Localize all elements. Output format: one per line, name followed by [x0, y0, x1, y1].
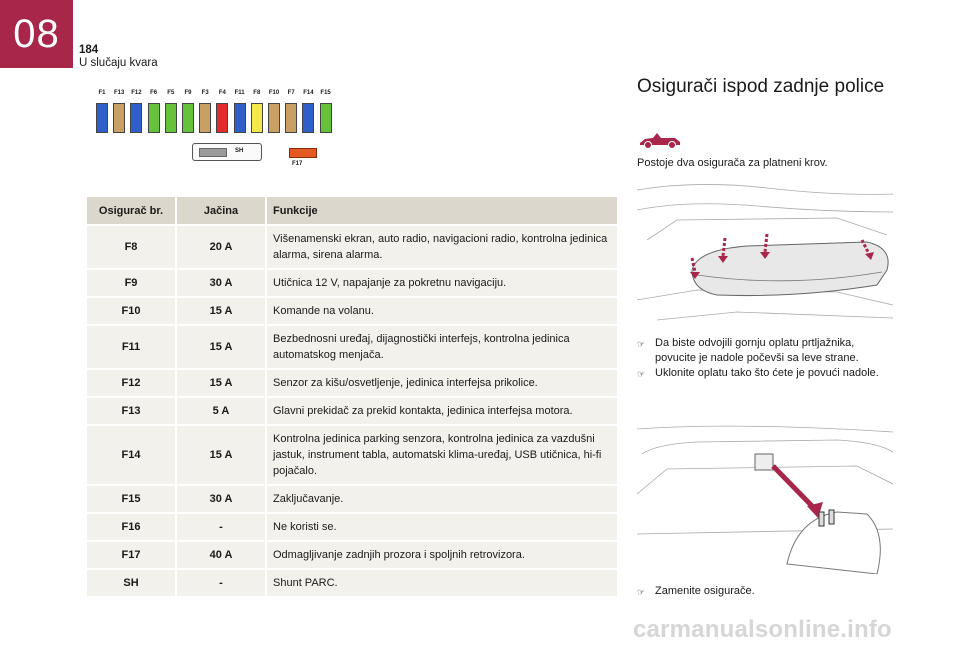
instruction-item	[637, 584, 887, 600]
fuse-f1	[96, 103, 108, 133]
fuse-label-f4: F4	[218, 90, 226, 96]
fuse-f15	[320, 103, 332, 133]
fuse-function-cell: Zaključavanje.	[265, 486, 617, 512]
table-row	[87, 326, 617, 368]
fuse-number-cell: F12	[87, 370, 175, 396]
fuse-rating-cell: 15 A	[175, 326, 265, 368]
fuse-label-f10: F10	[268, 90, 280, 96]
instruction-list-2	[637, 584, 887, 600]
table-row	[87, 570, 617, 596]
fuse-label-f1: F1	[98, 90, 106, 96]
fuse-rating-cell: 40 A	[175, 542, 265, 568]
pointing-hand-icon: ☞	[637, 587, 646, 597]
fuse-label-f6: F6	[150, 90, 158, 96]
fuse-label-f13: F13	[114, 90, 125, 96]
instruction-text: Uklonite oplatu tako što ćete je povući nadole.	[655, 367, 879, 379]
fuse-function-cell: Shunt PARC.	[265, 570, 617, 596]
rear-shelf-illustration	[637, 180, 893, 328]
fuse-function-cell: Odmagljivanje zadnjih prozora i spoljnih retrovizora.	[265, 542, 617, 568]
fuse-number-cell: F11	[87, 326, 175, 368]
fuse-f13	[113, 103, 125, 133]
instruction-text: Zamenite osigurače.	[655, 585, 755, 597]
fuse-label-f7: F7	[287, 90, 295, 96]
fuse-number-cell: F14	[87, 426, 175, 484]
sh-label: SH	[235, 148, 244, 154]
fuse-rating-cell: -	[175, 570, 265, 596]
sh-shunt	[192, 143, 262, 161]
table-row	[87, 370, 617, 396]
fuse-rating-cell: 30 A	[175, 270, 265, 296]
sh-shunt-body	[199, 148, 227, 157]
fuse-f9	[182, 103, 194, 133]
column-header-number: Osigurač br.	[87, 197, 175, 224]
fuse-rating-cell: 30 A	[175, 486, 265, 512]
fuse-table	[87, 195, 617, 598]
fuse-function-cell: Ne koristi se.	[265, 514, 617, 540]
page-number: 184	[79, 44, 99, 56]
fuse-label-f12: F12	[131, 90, 142, 96]
fuse-f11	[234, 103, 246, 133]
pointing-hand-icon: ☞	[637, 339, 646, 349]
intro-text: Postoje dva osigurača za platneni krov.	[637, 157, 828, 169]
fuse-f8	[251, 103, 263, 133]
fuse-removal-illustration	[637, 424, 893, 574]
fuse-label-f11: F11	[234, 90, 245, 96]
table-header-row	[87, 197, 617, 224]
fuse-f17	[289, 148, 317, 158]
fuse-rating-cell: 15 A	[175, 298, 265, 324]
fuse-f14	[302, 103, 314, 133]
chapter-tab: 08	[0, 0, 73, 68]
right-section-title: Osigurači ispod zadnje police	[637, 76, 885, 97]
column-header-rating: Jačina	[175, 197, 265, 224]
fuse-number-cell: F10	[87, 298, 175, 324]
column-header-function: Funkcije	[265, 197, 617, 224]
fuse-function-cell: Senzor za kišu/osvetljenje, jedinica interfejsa prikolice.	[265, 370, 617, 396]
fuse-number-cell: F15	[87, 486, 175, 512]
fuse-f3	[199, 103, 211, 133]
table-row	[87, 486, 617, 512]
fuse-function-cell: Glavni prekidač za prekid kontakta, jedinica interfejsa motora.	[265, 398, 617, 424]
pointing-hand-icon: ☞	[637, 369, 646, 379]
fuse-number-cell: F17	[87, 542, 175, 568]
fuse-label-f15: F15	[320, 90, 331, 96]
instruction-text: Da biste odvojili gornju oplatu prtljažnika, povucite je nadole počevši sa leve strane.	[655, 337, 859, 364]
fuse-rating-cell: 5 A	[175, 398, 265, 424]
fuse-function-cell: Bezbednosni uređaj, dijagnostički interfejs, kontrolna jedinica automatskog menjača.	[265, 326, 617, 368]
instruction-list-1	[637, 336, 887, 382]
table-row	[87, 398, 617, 424]
table-row	[87, 542, 617, 568]
table-row	[87, 426, 617, 484]
fuse-rating-cell: 20 A	[175, 226, 265, 268]
fuse-label-f5: F5	[167, 90, 175, 96]
fuse-box-diagram	[92, 86, 337, 172]
section-title: U slučaju kvara	[79, 57, 158, 69]
watermark: carmanualsonline.info	[633, 616, 892, 643]
fuse-f5	[165, 103, 177, 133]
fuse-rating-cell: 15 A	[175, 370, 265, 396]
convertible-car-icon	[637, 128, 683, 150]
fuse-number-cell: SH	[87, 570, 175, 596]
fuse-number-cell: F16	[87, 514, 175, 540]
fuse-label-f14: F14	[303, 90, 314, 96]
fuse-function-cell: Kontrolna jedinica parking senzora, kontrolna jedinica za vazdušni jastuk, instrument tabla, automatski klima-uređaj, USB utičnica, hi-fi pojačalo.	[265, 426, 617, 484]
fuse-rating-cell: 15 A	[175, 426, 265, 484]
table-row	[87, 270, 617, 296]
fuse-f17-label: F17	[292, 161, 303, 167]
fuse-label-f3: F3	[201, 90, 209, 96]
instruction-item	[637, 336, 887, 366]
fuse-function-cell: Komande na volanu.	[265, 298, 617, 324]
fuse-rating-cell: -	[175, 514, 265, 540]
fuse-function-cell: Utičnica 12 V, napajanje za pokretnu navigaciju.	[265, 270, 617, 296]
fuse-number-cell: F13	[87, 398, 175, 424]
fuse-f6	[148, 103, 160, 133]
table-row	[87, 298, 617, 324]
fuse-number-cell: F9	[87, 270, 175, 296]
fuse-f12	[130, 103, 142, 133]
fuse-label-f9: F9	[184, 90, 192, 96]
fuse-function-cell: Višenamenski ekran, auto radio, navigacioni radio, kontrolna jedinica alarma, sirena alarma.	[265, 226, 617, 268]
fuse-f7	[285, 103, 297, 133]
fuse-f4	[216, 103, 228, 133]
instruction-item	[637, 366, 887, 382]
table-row	[87, 514, 617, 540]
fuse-f10	[268, 103, 280, 133]
fuse-label-f8: F8	[253, 90, 261, 96]
table-row	[87, 226, 617, 268]
fuse-number-cell: F8	[87, 226, 175, 268]
